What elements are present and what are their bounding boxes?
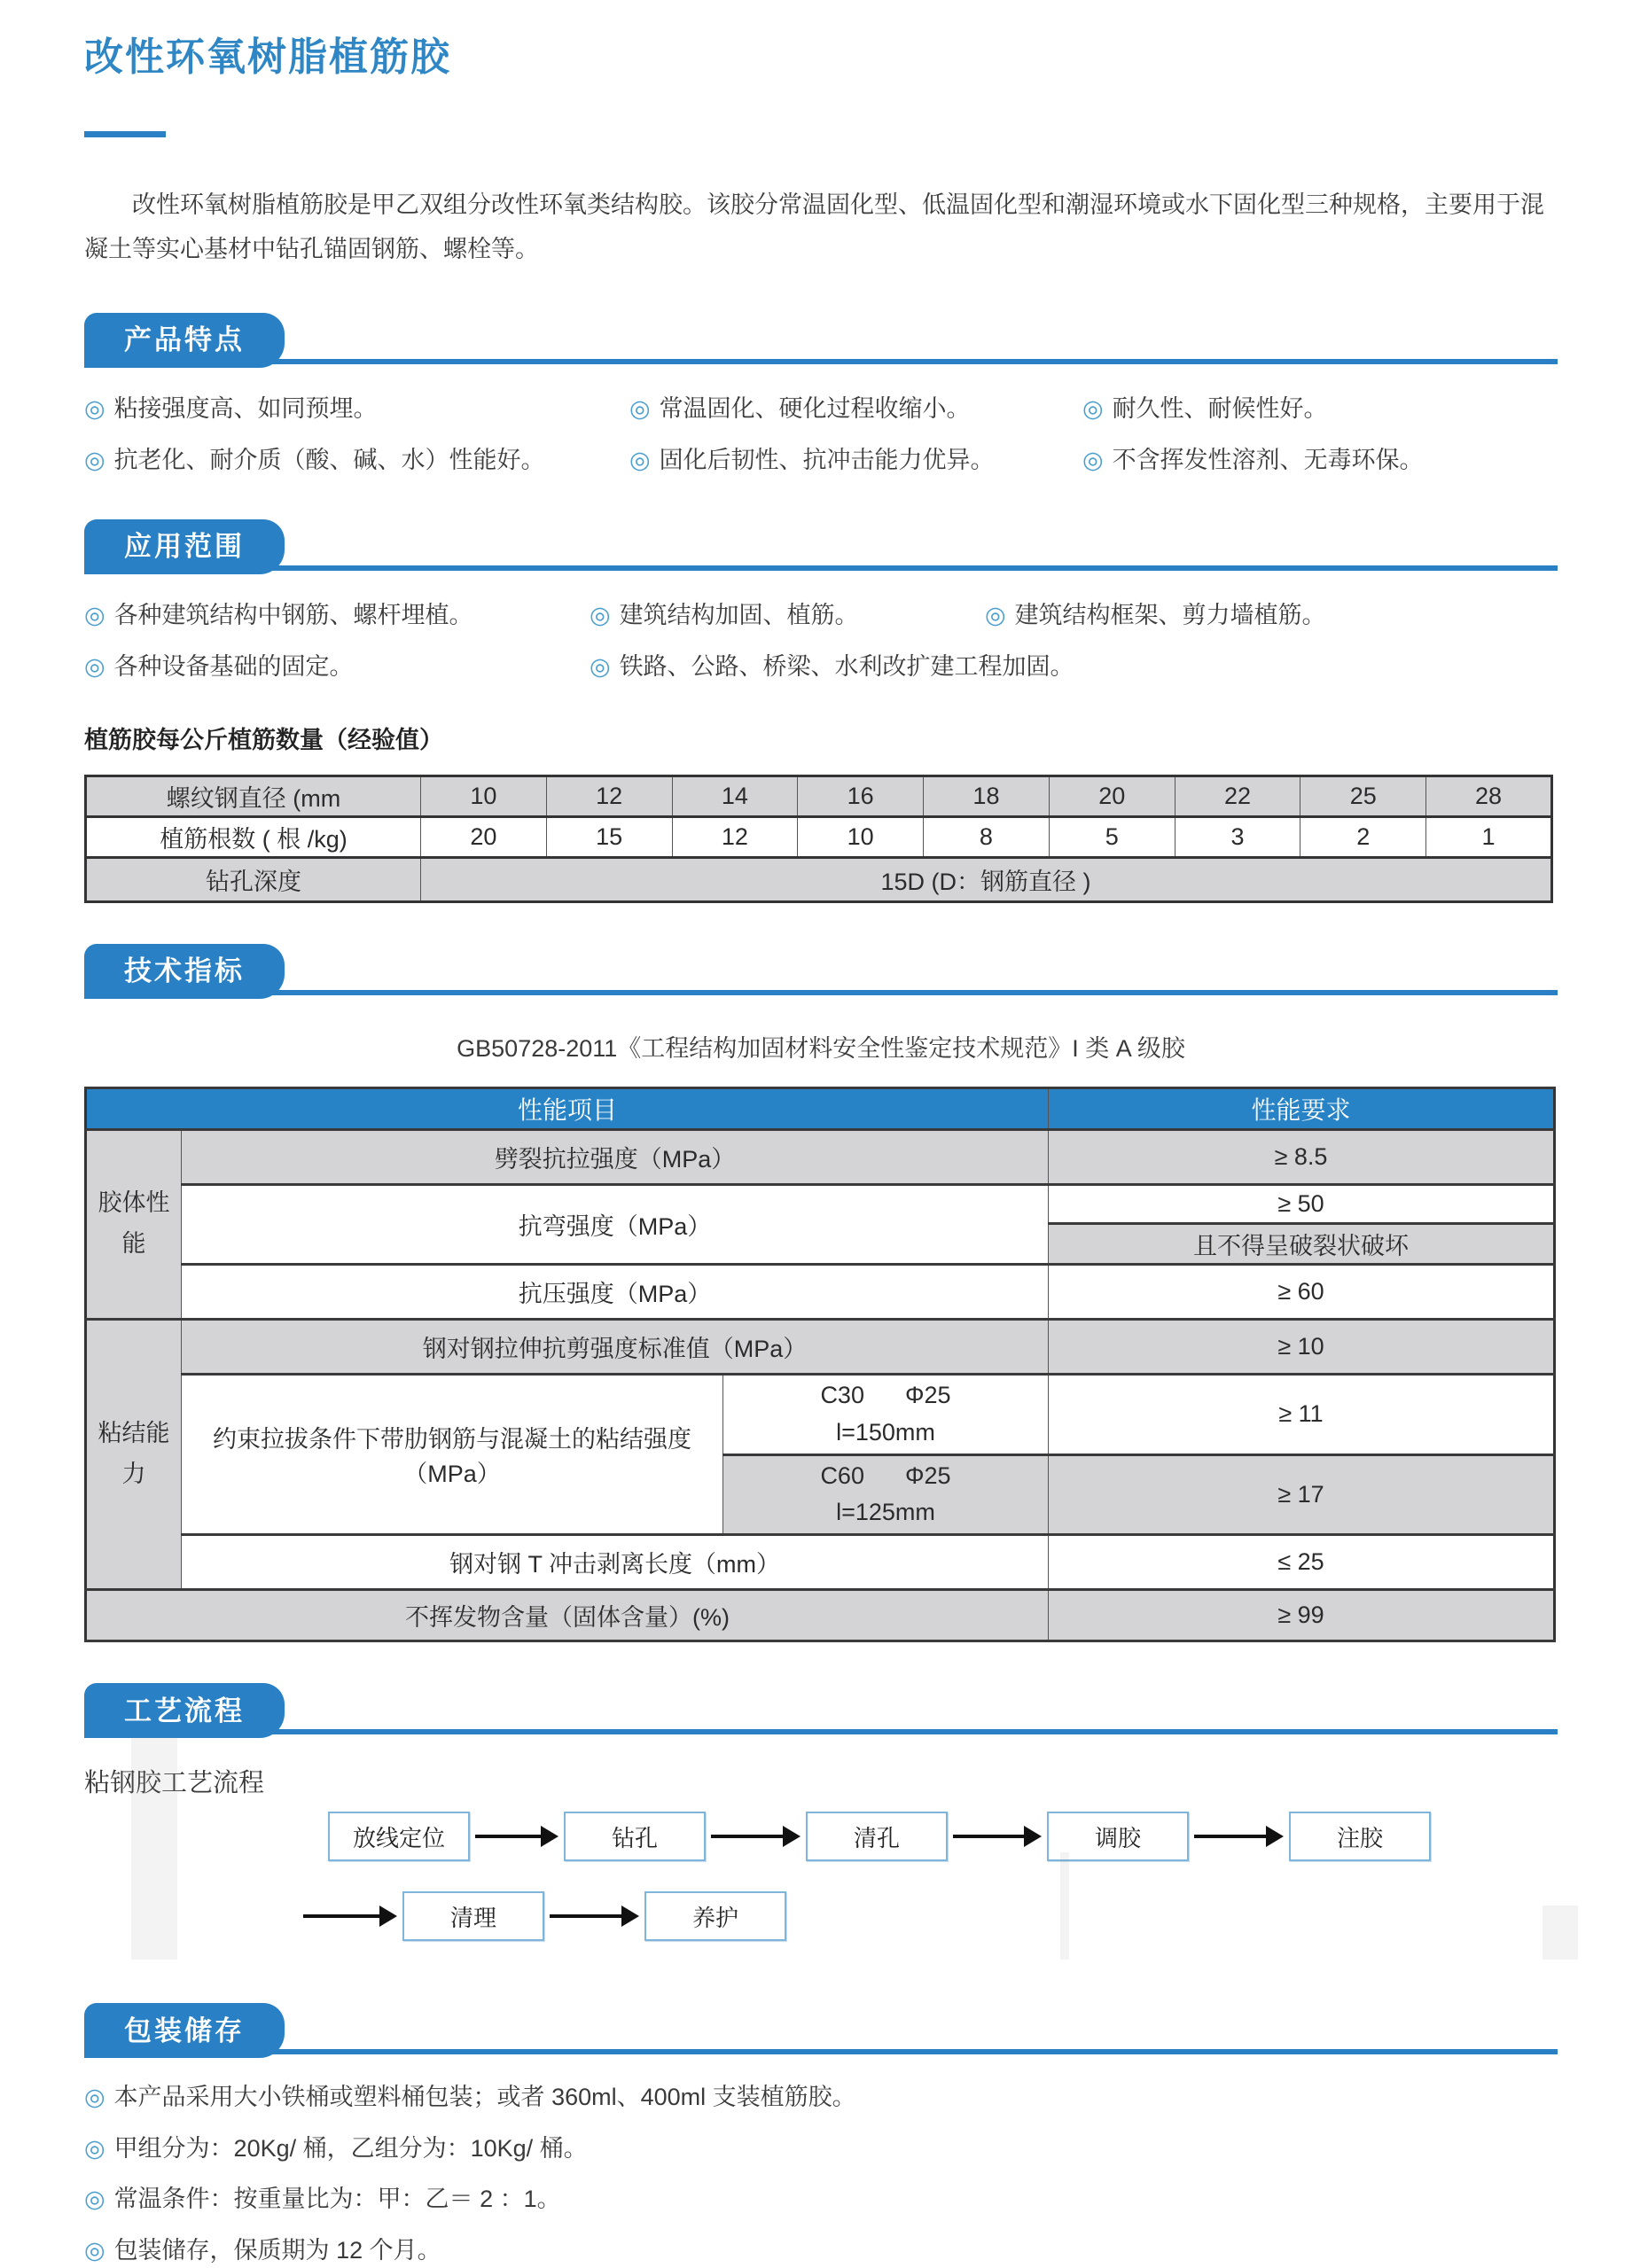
double-circle-bullet-icon: ◎ (84, 2134, 105, 2162)
list-item (84, 597, 590, 634)
double-circle-bullet-icon: ◎ (590, 601, 611, 628)
cell: 16 (798, 775, 924, 816)
group-header: 胶体性能 (86, 1129, 182, 1319)
section-rule (84, 1729, 1558, 1734)
flow-step-box: 放线定位 (328, 1812, 470, 1861)
double-circle-bullet-icon: ◎ (84, 447, 105, 474)
double-circle-bullet-icon: ◎ (1082, 394, 1104, 422)
property-label: 抗压强度（MPa） (182, 1264, 1049, 1319)
cell: 20 (421, 816, 547, 857)
packaging-text: 常温条件：按重量比为：甲：乙＝ 2 ：1。 (113, 2186, 561, 2213)
cell: 15D (D：钢筋直径 ) (421, 857, 1552, 901)
table-row (86, 1184, 1555, 1223)
property-label: 钢对钢拉伸抗剪强度标准值（MPa） (182, 1319, 1049, 1374)
table-row (86, 775, 1552, 816)
section-badge-tech: 技术指标 (84, 944, 285, 999)
cell: 3 (1175, 816, 1300, 857)
property-label: 约束拉拔条件下带肋钢筋与混凝土的粘结强度（MPa） (182, 1374, 723, 1534)
cell: 20 (1049, 775, 1175, 816)
cell: 12 (546, 775, 672, 816)
double-circle-bullet-icon: ◎ (985, 601, 1006, 628)
process-flowchart (84, 1812, 1558, 1962)
application-text: 各种设备基础的固定。 (113, 653, 354, 681)
cell: 5 (1049, 816, 1175, 857)
row-header: 植筋根数 ( 根 /kg) (86, 816, 421, 857)
cell: 1 (1426, 816, 1552, 857)
feature-text: 耐久性、耐候性好。 (1112, 394, 1328, 422)
feature-text: 固化后韧性、抗冲击能力优异。 (659, 447, 995, 474)
double-circle-bullet-icon: ◎ (84, 601, 105, 628)
section-badge-process: 工艺流程 (84, 1683, 285, 1738)
requirement-value: ≥ 60 (1049, 1264, 1555, 1319)
flow-arrow-icon (303, 1914, 379, 1918)
requirement-value: ≥ 50 (1049, 1184, 1555, 1223)
requirement-value: ≥ 17 (1049, 1454, 1555, 1535)
double-circle-bullet-icon: ◎ (629, 394, 651, 422)
watermark-shape (131, 1737, 177, 1960)
list-item (590, 597, 985, 634)
section-badge-packaging: 包装储存 (84, 2003, 285, 2058)
cell: 22 (1175, 775, 1300, 816)
double-circle-bullet-icon: ◎ (84, 2186, 105, 2213)
section-header-features (84, 313, 1558, 368)
application-text: 各种建筑结构中钢筋、螺杆埋植。 (113, 601, 473, 628)
column-header: 性能项目 (86, 1087, 1049, 1129)
cell: 25 (1300, 775, 1426, 816)
cell: 2 (1300, 816, 1426, 857)
flow-step-box: 注胶 (1289, 1812, 1431, 1861)
cell: 18 (924, 775, 1050, 816)
feature-text: 粘接强度高、如同预埋。 (113, 394, 378, 422)
property-label: 钢对钢 T 冲击剥离长度（mm） (182, 1535, 1049, 1590)
application-text: 铁路、公路、桥梁、水利改扩建工程加固。 (619, 653, 1074, 681)
double-circle-bullet-icon: ◎ (84, 653, 105, 681)
flow-arrow-icon (711, 1835, 783, 1838)
double-circle-bullet-icon: ◎ (84, 2084, 105, 2111)
table-row (86, 1590, 1555, 1641)
feature-text: 抗老化、耐介质（酸、碱、水）性能好。 (113, 447, 545, 474)
page-title: 改性环氧树脂植筋胶 (84, 35, 451, 79)
dosage-table-caption: 植筋胶每公斤植筋数量（经验值） (84, 726, 443, 753)
section-header-applications (84, 519, 1558, 574)
flow-step-box: 钻孔 (564, 1812, 706, 1861)
feature-text: 不含挥发性溶剂、无毒环保。 (1112, 447, 1424, 474)
list-item (84, 442, 629, 479)
double-circle-bullet-icon: ◎ (629, 447, 651, 474)
application-text: 建筑结构框架、剪力墙植筋。 (1014, 601, 1326, 628)
packaging-text: 包装储存，保质期为 12 个月。 (113, 2236, 441, 2264)
flow-step-box: 清孔 (806, 1812, 948, 1861)
section-badge-applications: 应用范围 (84, 519, 285, 574)
cell: 8 (924, 816, 1050, 857)
embed-length: l=125mm (836, 1499, 935, 1526)
table-header-row (86, 1087, 1555, 1129)
concrete-grade: C60 (820, 1461, 864, 1489)
group-header: 粘结能力 (86, 1319, 182, 1589)
process-subtitle: 粘钢胶工艺流程 (84, 1769, 265, 1798)
double-circle-bullet-icon: ◎ (84, 394, 105, 422)
watermark-shape (1543, 1906, 1578, 1960)
double-circle-bullet-icon: ◎ (590, 653, 611, 681)
standard-note: GB50728-2011《工程结构加固材料安全性鉴定技术规范》I 类 A 级胶 (457, 1034, 1185, 1062)
section-badge-features: 产品特点 (84, 313, 285, 368)
list-item (1082, 442, 1558, 479)
property-label: 劈裂抗拉强度（MPa） (182, 1129, 1049, 1184)
packaging-text: 本产品采用大小铁桶或塑料桶包装；或者 360ml、400ml 支装植筋胶。 (113, 2084, 856, 2111)
list-item (84, 2181, 1558, 2217)
packaging-list (84, 2079, 1558, 2268)
double-circle-bullet-icon: ◎ (84, 2236, 105, 2264)
table-row (86, 857, 1552, 901)
requirement-value: ≥ 8.5 (1049, 1129, 1555, 1184)
list-item (985, 597, 1558, 634)
list-item (84, 2079, 1558, 2116)
flow-step-box: 养护 (644, 1891, 786, 1941)
section-header-tech (84, 944, 1558, 999)
property-label: 不挥发物含量（固体含量）(%) (86, 1590, 1049, 1641)
table-row (86, 1374, 1555, 1454)
list-item (84, 649, 590, 685)
cell: 15 (546, 816, 672, 857)
requirement-value: ≥ 11 (1049, 1374, 1555, 1454)
requirement-value: 且不得呈破裂状破坏 (1049, 1223, 1555, 1264)
flow-arrow-icon (953, 1835, 1024, 1838)
table-row (86, 1319, 1555, 1374)
list-item (629, 442, 1082, 479)
section-header-process (84, 1683, 1558, 1738)
watermark-shape (1060, 1852, 1069, 1960)
requirement-value: ≥ 10 (1049, 1319, 1555, 1374)
list-item (1082, 391, 1558, 427)
section-rule (84, 990, 1558, 995)
list-item (84, 2233, 1558, 2268)
list-item (84, 391, 629, 427)
cell: 10 (798, 816, 924, 857)
feature-text: 常温固化、硬化过程收缩小。 (659, 394, 971, 422)
features-list (84, 391, 1558, 479)
rebar-diameter: Φ25 (904, 1381, 951, 1408)
intro-paragraph: 改性环氧树脂植筋胶是甲乙双组分改性环氧类结构胶。该胶分常温固化型、低温固化型和潮湿环境或水下固化型三种规格，主要用于混凝土等实心基材中钻孔锚固钢筋、螺栓等。 (84, 191, 1544, 262)
requirement-value: ≤ 25 (1049, 1535, 1555, 1590)
property-label: 抗弯强度（MPa） (182, 1184, 1049, 1264)
embed-length: l=150mm (836, 1418, 935, 1446)
section-rule (84, 2049, 1558, 2054)
applications-list (84, 597, 1558, 685)
table-row (86, 816, 1552, 857)
cell: 12 (672, 816, 798, 857)
row-header: 螺纹钢直径 (mm (86, 775, 421, 816)
tech-spec-table (84, 1087, 1556, 1642)
title-underline-dash (84, 131, 166, 137)
list-item (629, 391, 1082, 427)
requirement-value: ≥ 99 (1049, 1590, 1555, 1641)
list-item (590, 649, 1558, 685)
cell: 14 (672, 775, 798, 816)
flow-step-box: 清理 (402, 1891, 544, 1941)
table-row (86, 1129, 1555, 1184)
dosage-table (84, 775, 1553, 903)
flow-arrow-icon (1194, 1835, 1266, 1838)
flow-arrow-icon (550, 1914, 621, 1918)
table-row (86, 1264, 1555, 1319)
packaging-text: 甲组分为：20Kg/ 桶，乙组分为：10Kg/ 桶。 (113, 2134, 588, 2162)
row-header: 钻孔深度 (86, 857, 421, 901)
flow-arrow-icon (475, 1835, 541, 1838)
test-condition (723, 1374, 1049, 1454)
section-rule (84, 565, 1558, 571)
list-item (84, 2131, 1558, 2167)
application-text: 建筑结构加固、植筋。 (619, 601, 859, 628)
concrete-grade: C30 (820, 1381, 864, 1408)
cell: 28 (1426, 775, 1552, 816)
flow-step-box: 调胶 (1047, 1812, 1189, 1861)
section-header-packaging (84, 2003, 1558, 2058)
cell: 10 (421, 775, 547, 816)
test-condition (723, 1454, 1049, 1535)
column-header: 性能要求 (1049, 1087, 1555, 1129)
table-row (86, 1535, 1555, 1590)
section-rule (84, 359, 1558, 364)
rebar-diameter: Φ25 (904, 1461, 951, 1489)
double-circle-bullet-icon: ◎ (1082, 447, 1104, 474)
